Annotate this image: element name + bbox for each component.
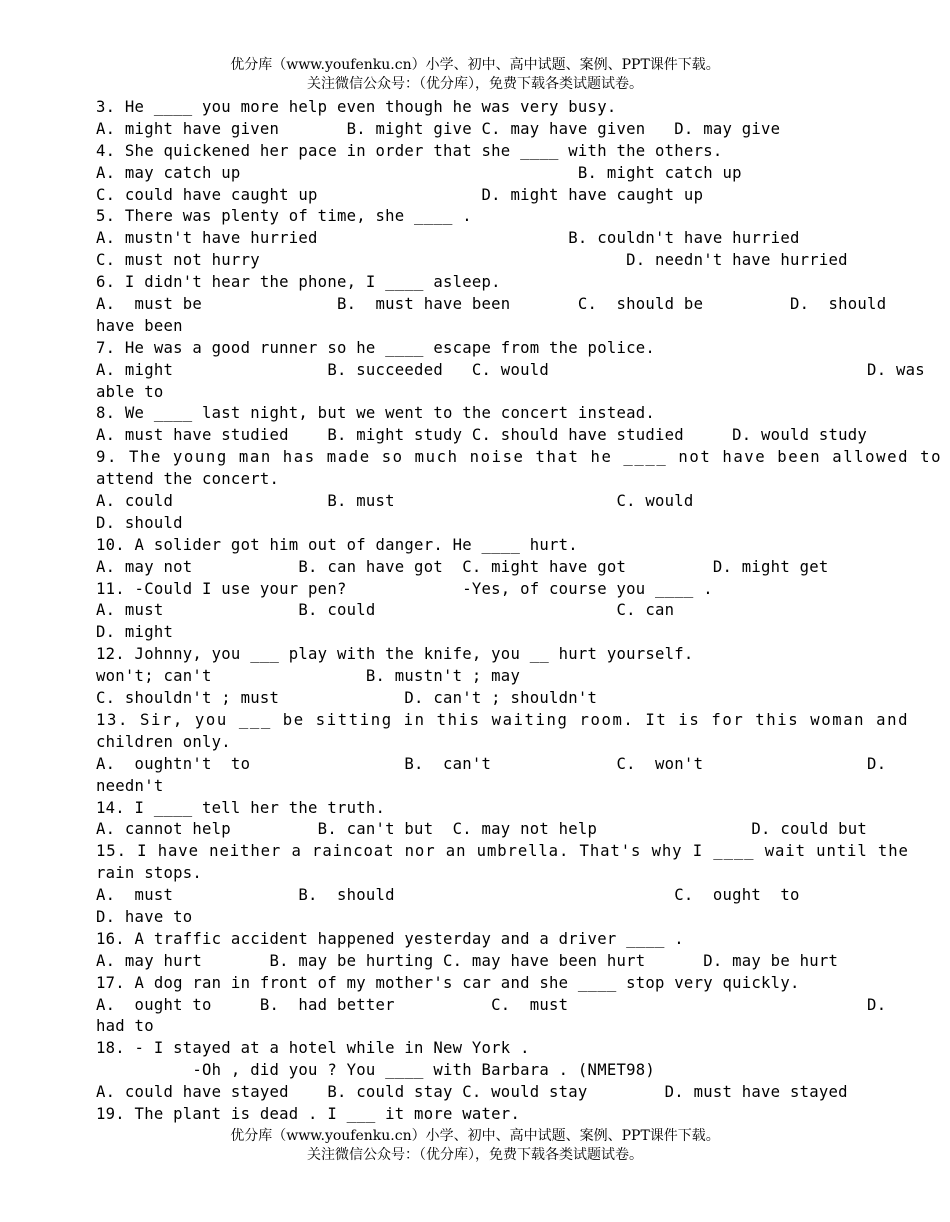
options-17-cont: had to bbox=[96, 1017, 154, 1036]
options-7-cont: able to bbox=[96, 382, 164, 401]
options-8: A. must have studied B. might study C. should have studied D. would study bbox=[96, 426, 868, 445]
header-line-1: 优分库（www.youfenku.cn）小学、初中、高中试题、案例、PPT课件下载。 bbox=[230, 57, 720, 73]
question-6: 6. I didn't hear the phone, I ____ asleep. bbox=[96, 273, 501, 292]
options-4b: C. could have caught up D. might have caught up bbox=[96, 185, 704, 204]
question-10: 10. A solider got him out of danger. He ____ hurt. bbox=[96, 535, 578, 554]
options-11: A. must B. could C. can bbox=[96, 601, 675, 620]
question-11: 11. -Could I use your pen? -Yes, of course you ____ . bbox=[96, 579, 713, 598]
options-15-cont: D. have to bbox=[96, 907, 193, 926]
question-16: 16. A traffic accident happened yesterday and a driver ____ . bbox=[96, 929, 684, 948]
options-4a: A. may catch up B. might catch up bbox=[96, 163, 742, 182]
options-11-cont: D. might bbox=[96, 623, 174, 642]
options-3: A. might have given B. might give C. may have given D. may give bbox=[96, 119, 781, 138]
options-12a: won't; can't B. mustn't ; may bbox=[96, 667, 521, 686]
question-19: 19. The plant is dead . I ___ it more water. bbox=[96, 1104, 521, 1123]
question-13-cont: children only. bbox=[96, 732, 231, 751]
options-13-cont: needn't bbox=[96, 776, 164, 795]
footer-line-2: 关注微信公众号：（优分库），免费下载各类试题试卷。 bbox=[307, 1147, 643, 1163]
options-5b: C. must not hurry D. needn't have hurried bbox=[96, 251, 848, 270]
options-12b: C. shouldn't ; must D. can't ; shouldn't bbox=[96, 689, 598, 708]
exercise-body bbox=[96, 97, 943, 1126]
footer-line-1: 优分库（www.youfenku.cn）小学、初中、高中试题、案例、PPT课件下载。 bbox=[230, 1128, 720, 1144]
options-14: A. cannot help B. can't but C. may not help D. could but bbox=[96, 820, 868, 839]
question-13: 13. Sir, you ___ be sitting in this waiting room. It is for this woman and bbox=[96, 710, 910, 729]
question-18-dialog: -Oh , did you ? You ____ with Barbara . (NMET98) bbox=[96, 1061, 656, 1080]
question-8: 8. We ____ last night, but we went to the concert instead. bbox=[96, 404, 656, 423]
options-10: A. may not B. can have got C. might have got D. might get bbox=[96, 557, 829, 576]
question-9-cont: attend the concert. bbox=[96, 470, 280, 489]
options-6-cont: have been bbox=[96, 316, 183, 335]
options-15: A. must B. should C. ought to bbox=[96, 886, 800, 905]
options-18: A. could have stayed B. could stay C. would stay D. must have stayed bbox=[96, 1083, 848, 1102]
options-17: A. ought to B. had better C. must D. bbox=[96, 995, 887, 1014]
question-5: 5. There was plenty of time, she ____ . bbox=[96, 207, 472, 226]
header-line-2: 关注微信公众号：（优分库），免费下载各类试题试卷。 bbox=[307, 76, 643, 92]
question-12: 12. Johnny, you ___ play with the knife, you __ hurt yourself. bbox=[96, 645, 694, 664]
question-15-cont: rain stops. bbox=[96, 864, 203, 883]
options-7: A. might B. succeeded C. would D. was bbox=[96, 360, 925, 379]
options-9-cont: D. should bbox=[96, 513, 183, 532]
options-5a: A. mustn't have hurried B. couldn't have hurried bbox=[96, 229, 800, 248]
question-15: 15. I have neither a raincoat nor an umbrella. That's why I ____ wait until the bbox=[96, 842, 909, 861]
question-18: 18. - I stayed at a hotel while in New York . bbox=[96, 1039, 530, 1058]
options-13: A. oughtn't to B. can't C. won't D. bbox=[96, 754, 887, 773]
question-9: 9. The young man has made so much noise that he ____ not have been allowed to bbox=[96, 448, 943, 467]
question-14: 14. I ____ tell her the truth. bbox=[96, 798, 386, 817]
question-3: 3. He ____ you more help even though he was very busy. bbox=[96, 98, 617, 116]
options-6: A. must be B. must have been C. should be D. should bbox=[96, 295, 887, 314]
options-16: A. may hurt B. may be hurting C. may have been hurt D. may be hurt bbox=[96, 951, 839, 970]
question-4: 4. She quickened her pace in order that she ____ with the others. bbox=[96, 141, 723, 160]
options-9: A. could B. must C. would bbox=[96, 492, 694, 511]
question-7: 7. He was a good runner so he ____ escape from the police. bbox=[96, 338, 656, 357]
question-17: 17. A dog ran in front of my mother's car and she ____ stop very quickly. bbox=[96, 973, 800, 992]
